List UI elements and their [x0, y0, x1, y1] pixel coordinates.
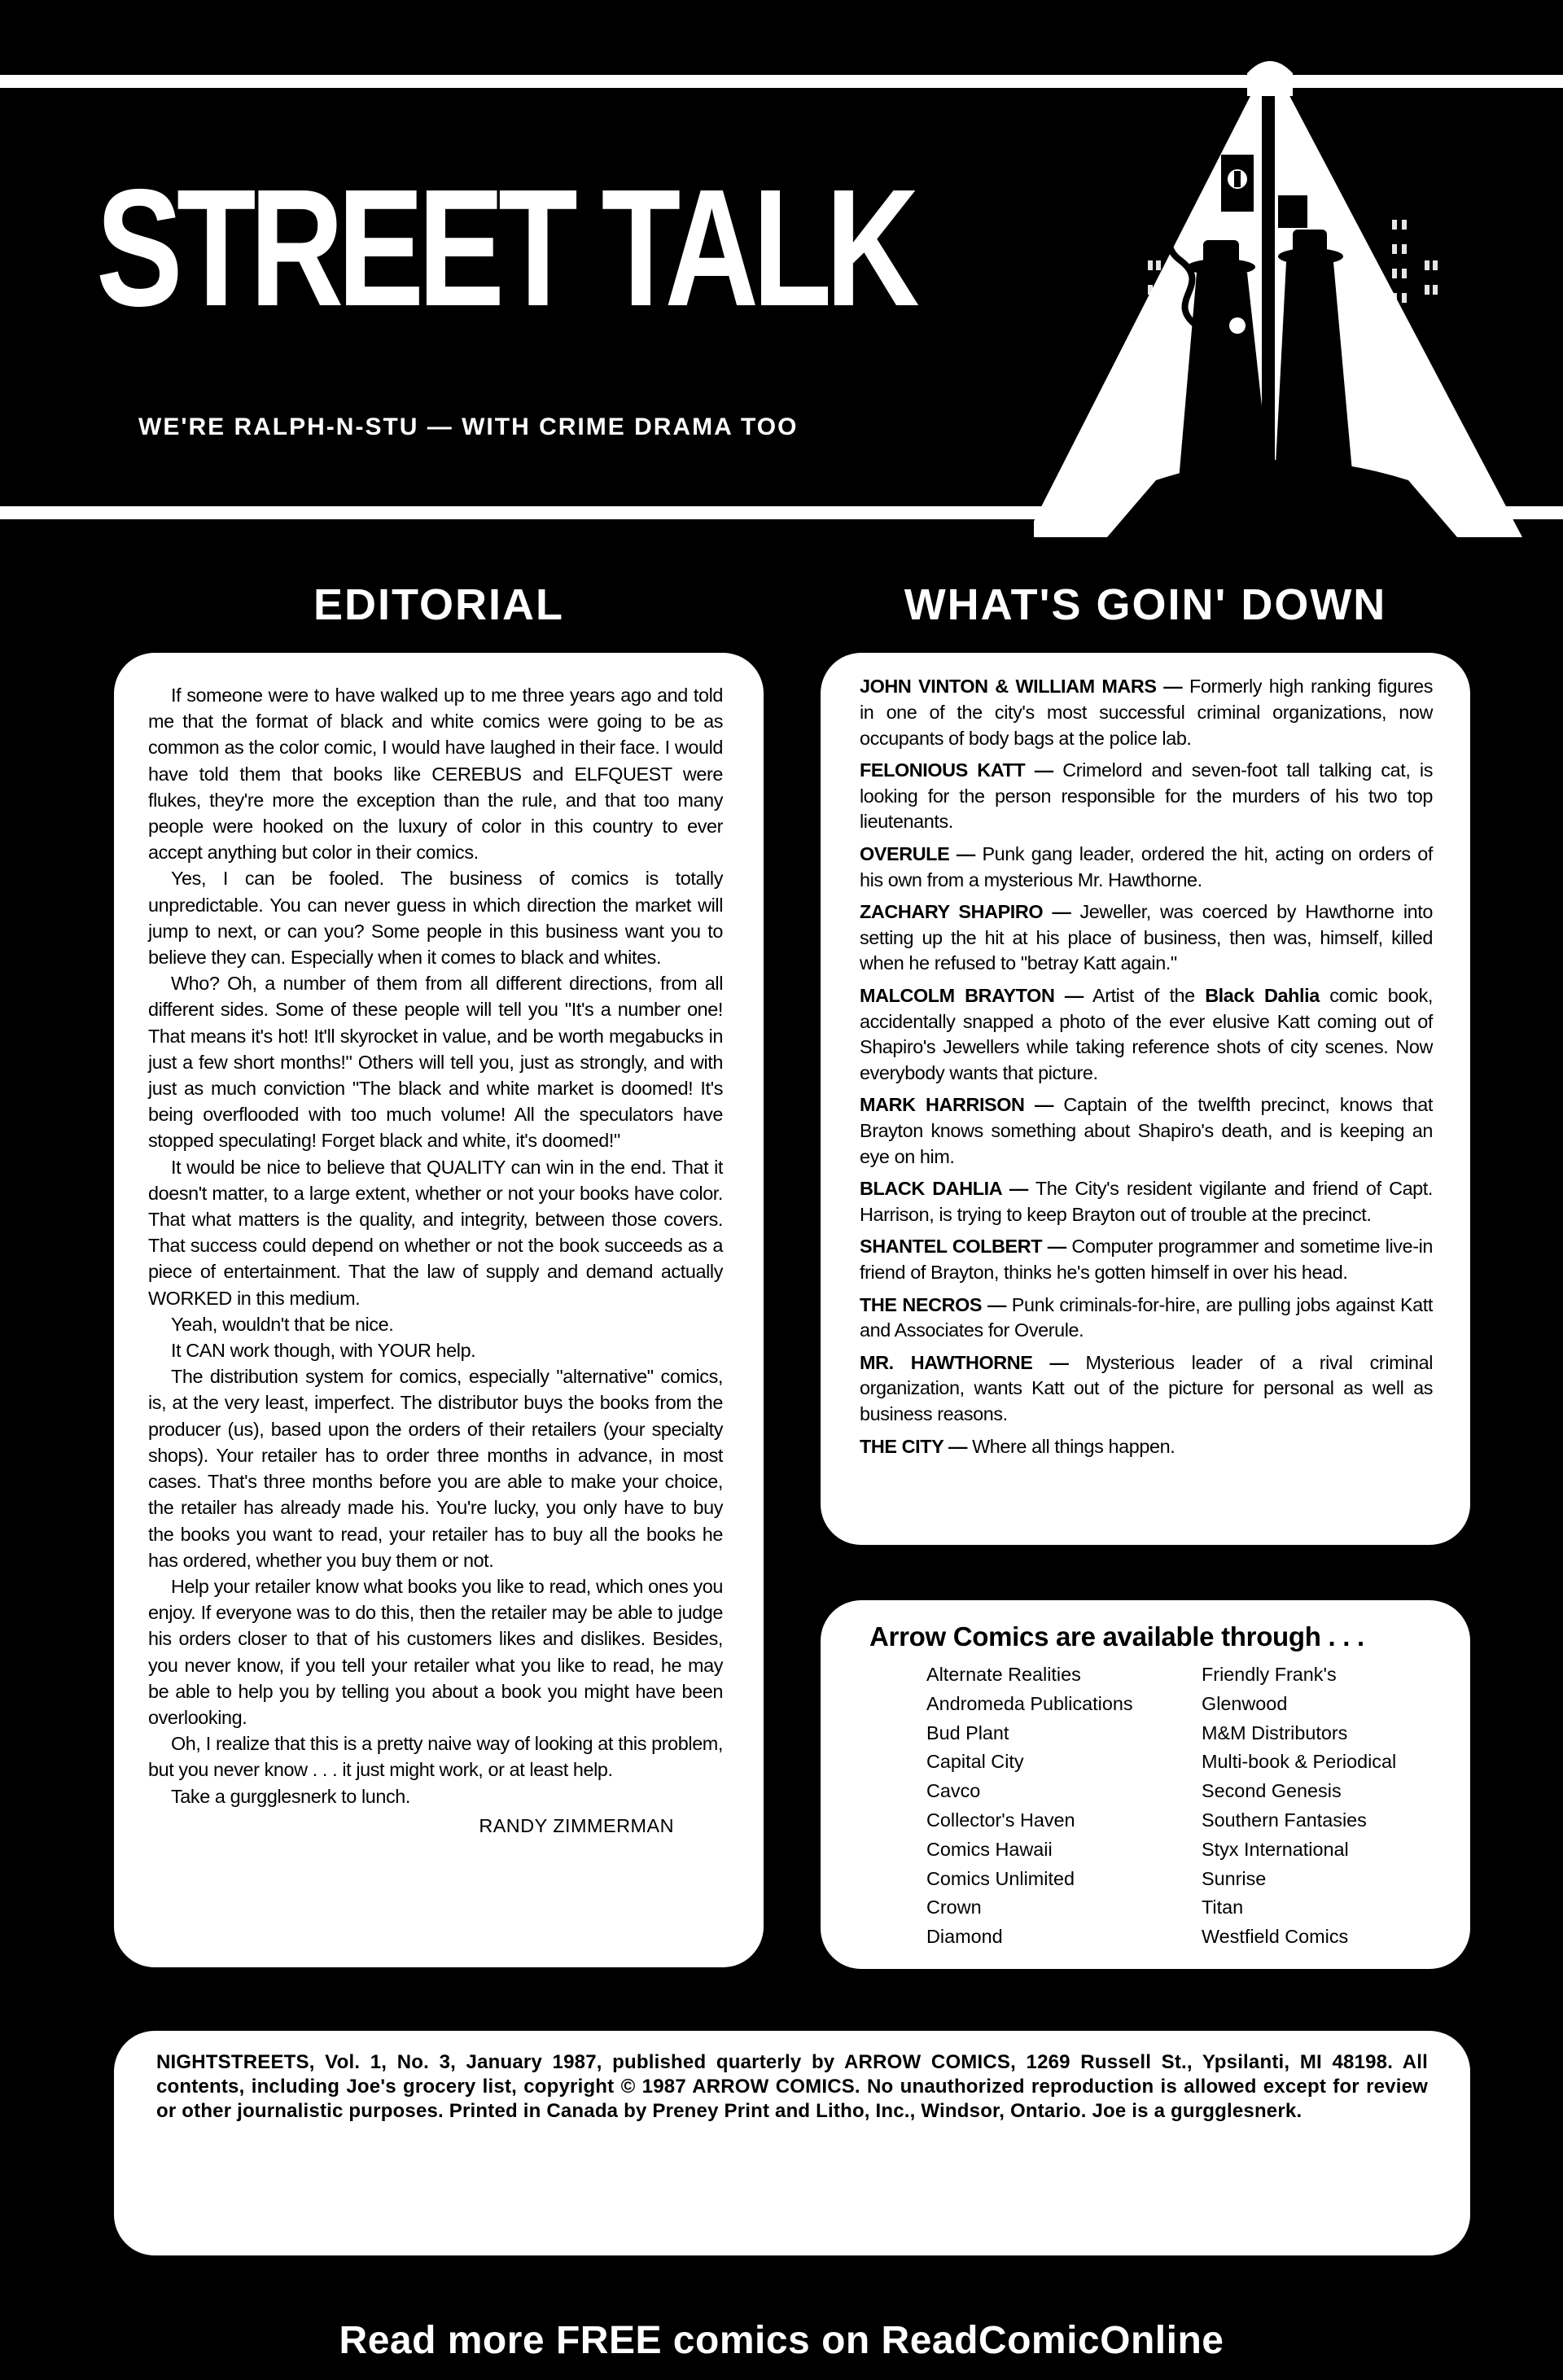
distributors-title: Arrow Comics are available through . . . [869, 1621, 1364, 1652]
cast-description: Captain of the twelfth precinct, knows that Brayton knows something about Shapiro's death, and is keeping an eye on him. [860, 1094, 1433, 1168]
masthead-tagline: WE'RE RALPH-N-STU — WITH CRIME DRAMA TOO [138, 413, 799, 440]
cast-entry [860, 899, 1433, 977]
indicia-panel [114, 2031, 1470, 2255]
editorial-paragraph: It CAN work though, with YOUR help. [171, 1340, 476, 1362]
cast-entry [860, 674, 1433, 751]
cast-description: Punk gang leader, ordered the hit, acting on orders of his own from a mysterious Mr. Hawthorne. [860, 842, 1433, 890]
cast-name: MR. HAWTHORNE — [860, 1351, 1069, 1373]
distributor-item: Southern Fantasies [1202, 1809, 1367, 1831]
editorial-paragraph: Oh, I realize that this is a pretty naive way of looking at this problem, but you never know . . . it just might work, or at least help. [148, 1733, 723, 1781]
distributor-item: Westfield Comics [1202, 1926, 1349, 1948]
cast-entry [860, 1350, 1433, 1428]
editorial-panel [114, 653, 764, 1967]
cast-description-cont: comic book, accidentally snapped a photo of the ever elusive Katt coming out of Shapiro's Jewellers while taking reference shots of city scenes. Now everybody wants that picture. [860, 984, 1433, 1084]
cast-name: BLACK DAHLIA — [860, 1178, 1028, 1200]
editorial-paragraph: Help your retailer know what books you like to read, which ones you enjoy. If everyone was to do this, then the retailer may be able to judge his orders closer to that of his customers likes and dislikes. Besides, you never know, if you tell your retailer what you like to read, he may be able to help you by telling you about a book you might have been overlooking. [148, 1575, 723, 1728]
cast-name: FELONIOUS KATT — [860, 759, 1053, 781]
cast-description: Mysterious leader of a rival criminal organization, wants Katt out of the picture for personal as well as business reasons. [860, 1351, 1434, 1425]
editorial-paragraph: It would be nice to believe that QUALITY can win in the end. That it doesn't matter, to a large extent, whether or not your books have color. That what matters is the quality, and integrity, between those covers. That success could depend on whether or not the book succeeds as a piece of entertainment. That the law of supply and demand actually WORKED in this medium. [148, 1156, 723, 1309]
distributor-item: Friendly Frank's [1202, 1664, 1337, 1685]
distributor-item: Comics Unlimited [926, 1867, 1075, 1889]
distributor-item: Sunrise [1202, 1867, 1267, 1889]
cast-name: THE NECROS — [860, 1293, 1006, 1315]
cast-panel [821, 653, 1470, 1545]
editorial-heading: EDITORIAL [313, 580, 564, 629]
promo-banner[interactable]: Read more FREE comics on ReadComicOnline [339, 2319, 1224, 2362]
cast-entry [860, 1092, 1433, 1170]
cast-name: THE CITY — [860, 1435, 968, 1457]
distributor-item: Comics Hawaii [926, 1838, 1053, 1860]
cast-entry [860, 983, 1433, 1087]
distributor-item: Second Genesis [1202, 1780, 1342, 1802]
cast-description: Where all things happen. [967, 1435, 1176, 1457]
cast-description: Computer programmer and sometime live-in friend of Brayton, thinks he's gotten himself in over his head. [860, 1236, 1433, 1284]
distributor-item: Bud Plant [926, 1722, 1009, 1743]
distributor-item: Crown [926, 1897, 982, 1918]
editorial-paragraph: Take a gurgglesnerk to lunch. [171, 1785, 410, 1807]
cast-description: Jeweller, was coerced by Hawthorne into setting up the hit at his place of business, then was, himself, killed when he refused to "betray Katt again." [860, 900, 1433, 974]
distributors-left-column [926, 1660, 1133, 1952]
distributor-item: Multi-book & Periodical [1202, 1751, 1397, 1773]
cast-entry [860, 1176, 1433, 1228]
cast-description: The City's resident vigilante and friend of Capt. Harrison, is trying to keep Brayton out of trouble at the precinct. [860, 1178, 1433, 1226]
distributor-item: Diamond [926, 1926, 1003, 1948]
editorial-paragraph: Who? Oh, a number of them from all different directions, from all different sides. Some of these people will tell you "It's a number one! That means it's hot! It'll skyrocket in value, and be worth megabucks in just a few short months!" Others will tell you, just as strongly, and with just as much conviction "The black and white market is doomed! It's being overflooded with too much volume! All the speculators have stopped speculating! Forget black and white, it's doomed!" [148, 973, 723, 1152]
cast-entry [860, 1234, 1433, 1286]
distributor-item: Glenwood [1202, 1692, 1288, 1714]
indicia-text: NIGHTSTREETS, Vol. 1, No. 3, January 1987, published quarterly by ARROW COMICS, 1269 Russell St., Ypsilanti, MI 48198. All contents, including Joe's grocery list, copyright © 1987 ARROW COMICS. No unauthorized reproduction is allowed except for review or other journalistic purposes. Printed in Canada by Preney Print and Litho, Inc., Windsor, Ontario. Joe is a gurgglesnerk. [156, 2051, 1428, 2122]
cast-heading: WHAT'S GOIN' DOWN [904, 580, 1387, 629]
editorial-paragraph: If someone were to have walked up to me three years ago and told me that the format of black and white comics were going to be as common as the color comic, I would have laughed in their face. I would have told them that books like CEREBUS and ELFQUEST were flukes, they're more the exception than the rule, and that too many people were hooked on the luxury of color in this country to ever accept anything but color in their comics. [148, 685, 723, 864]
distributors-panel [821, 1600, 1470, 1969]
cast-name: JOHN VINTON & WILLIAM MARS — [860, 676, 1183, 697]
distributor-item: Alternate Realities [926, 1664, 1081, 1685]
cast-description: Formerly high ranking figures in one of the city's most successful criminal organizations, now occupants of body bags at the police lab. [860, 676, 1434, 749]
distributor-item: Collector's Haven [926, 1809, 1075, 1831]
editorial-paragraph: The distribution system for comics, especially "alternative" comics, is, at the very least, imperfect. The distributor buys the books from the producer (us), based upon the orders of their retailers (your specialty shops). Your retailer has to order three months in advance, in most cases. That's three months before you are able to make your choice, the retailer has already made his. You're lucky, you only have to buy the books you want to read, your retailer has to buy all the books he has ordered, whether you buy them or not. [148, 1366, 723, 1571]
cast-name: SHANTEL COLBERT — [860, 1236, 1066, 1258]
distributor-item: Styx International [1202, 1838, 1349, 1860]
cast-entry [860, 1434, 1433, 1460]
editorial-paragraph: Yes, I can be fooled. The business of comics is totally unpredictable. You can never guess in which direction the market will jump to next, or can you? Some people in this business want you to believe they can. Especially when it comes to black and whites. [148, 868, 723, 969]
cast-name: OVERULE — [860, 842, 975, 864]
cast-name: ZACHARY SHAPIRO — [860, 900, 1071, 922]
distributor-item: Cavco [926, 1780, 981, 1802]
distributors-right-column [1202, 1660, 1396, 1952]
cast-description: Artist of the [1083, 984, 1206, 1006]
cast-entry [860, 842, 1433, 894]
cast-description: Crimelord and seven-foot tall talking cat, is looking for the person responsible for the murders of his two top lieutenants. [860, 759, 1434, 833]
editorial-signature: RANDY ZIMMERMAN [479, 1814, 674, 1836]
comic-title: Black Dahlia [1205, 984, 1320, 1006]
distributor-item: Capital City [926, 1751, 1024, 1773]
cast-name: MARK HARRISON — [860, 1094, 1053, 1116]
cast-entry [860, 1293, 1433, 1345]
cast-description: Punk criminals-for-hire, are pulling jobs against Katt and Associates for Overule. [860, 1293, 1433, 1341]
distributor-item: Titan [1202, 1897, 1244, 1918]
cast-entry [860, 758, 1433, 835]
lamp-head [1247, 61, 1293, 96]
detectives-streetlight-icon [1034, 57, 1539, 545]
cast-name: MALCOLM BRAYTON — [860, 984, 1084, 1006]
distributor-item: M&M Distributors [1202, 1722, 1348, 1743]
editorial-paragraph: Yeah, wouldn't that be nice. [171, 1313, 394, 1335]
distributor-item: Andromeda Publications [926, 1692, 1133, 1714]
masthead-title: STREET TALK [96, 155, 913, 341]
